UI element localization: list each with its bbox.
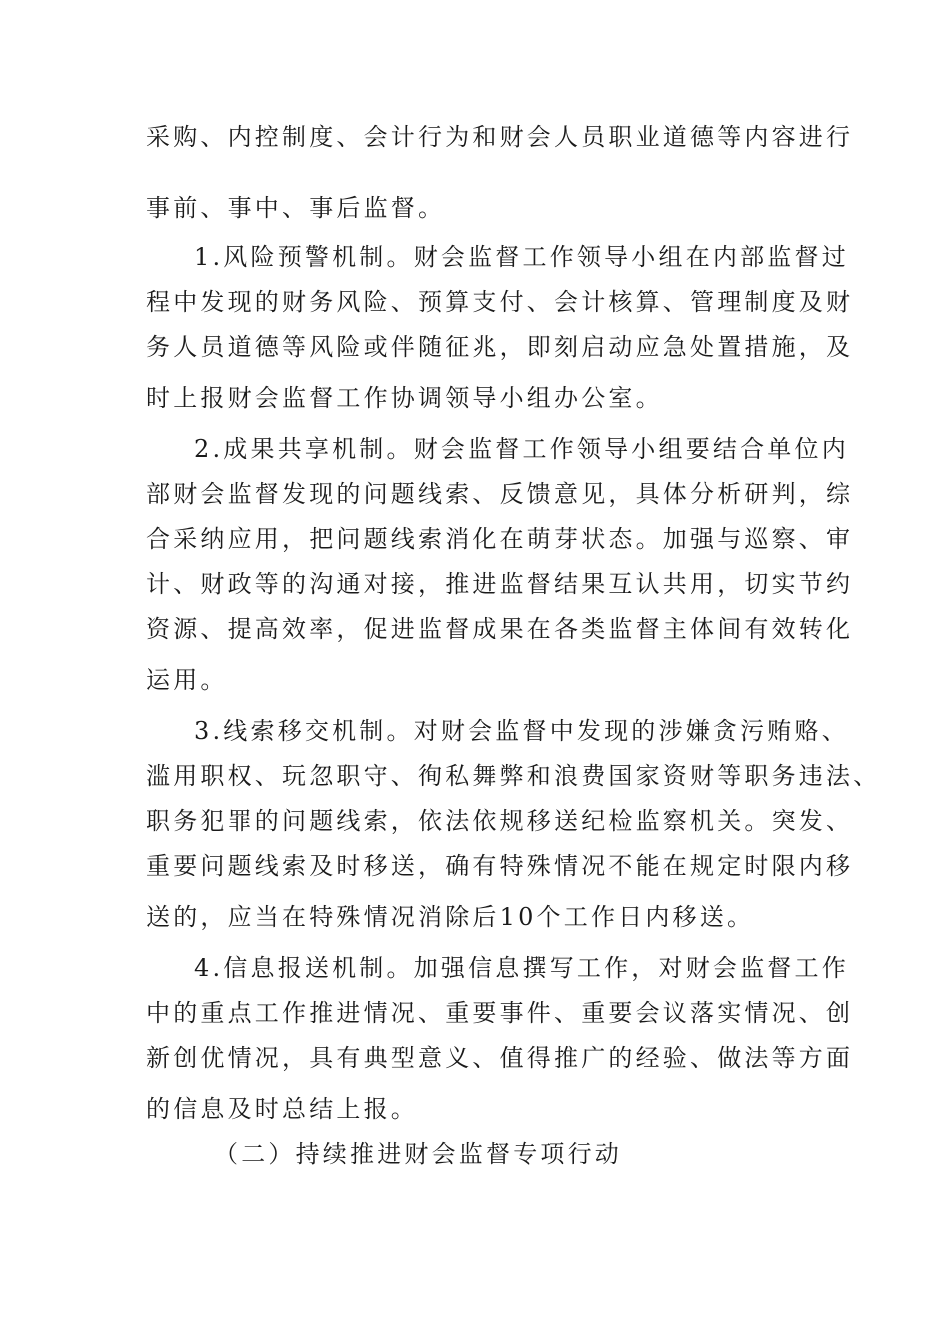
section-heading: （二）持续推进财会监督专项行动	[214, 1140, 622, 1168]
paragraph-line: 务人员道德等风险或伴随征兆，即刻启动应急处置措施，及	[146, 333, 854, 361]
paragraph-line: 部财会监督发现的问题线索、反馈意见，具体分析研判，综	[146, 480, 854, 508]
paragraph-line: 中的重点工作推进情况、重要事件、重要会议落实情况、创	[146, 999, 854, 1027]
paragraph-line: 职务犯罪的问题线索，依法依规移送纪检监察机关。突发、	[146, 807, 854, 835]
paragraph-line: 合采纳应用，把问题线索消化在萌芽状态。加强与巡察、审	[146, 525, 854, 553]
paragraph-line: 的信息及时总结上报。	[146, 1095, 418, 1123]
paragraph-line: 1.风险预警机制。财会监督工作领导小组在内部监督过	[194, 243, 849, 271]
paragraph-line: 程中发现的财务风险、预算支付、会计核算、管理制度及财	[146, 288, 854, 316]
paragraph-line: 滥用职权、玩忽职守、徇私舞弊和浪费国家资财等职务违法、	[146, 762, 881, 790]
paragraph-line: 4.信息报送机制。加强信息撰写工作，对财会监督工作	[194, 954, 849, 982]
paragraph-line: 3.线索移交机制。对财会监督中发现的涉嫌贪污贿赂、	[194, 717, 849, 745]
paragraph-line: 计、财政等的沟通对接，推进监督结果互认共用，切实节约	[146, 570, 854, 598]
paragraph-line: 事前、事中、事后监督。	[146, 194, 446, 222]
paragraph-line: 采购、内控制度、会计行为和财会人员职业道德等内容进行	[146, 123, 854, 151]
paragraph-line: 送的，应当在特殊情况消除后10个工作日内移送。	[146, 903, 755, 931]
paragraph-line: 运用。	[146, 666, 228, 694]
paragraph-line: 重要问题线索及时移送，确有特殊情况不能在规定时限内移	[146, 852, 854, 880]
paragraph-line: 时上报财会监督工作协调领导小组办公室。	[146, 384, 663, 412]
paragraph-line: 新创优情况，具有典型意义、值得推广的经验、做法等方面	[146, 1044, 854, 1072]
paragraph-line: 2.成果共享机制。财会监督工作领导小组要结合单位内	[194, 435, 849, 463]
paragraph-line: 资源、提高效率，促进监督成果在各类监督主体间有效转化	[146, 615, 854, 643]
